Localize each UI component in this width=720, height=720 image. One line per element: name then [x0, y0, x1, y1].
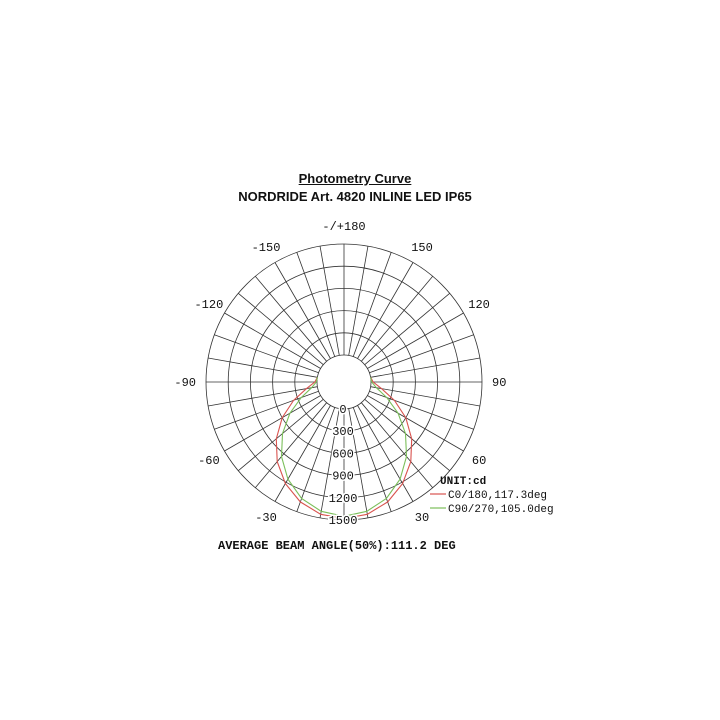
radial-tick-label: 1500	[328, 514, 358, 528]
radial-line	[208, 387, 317, 406]
radial-line	[320, 246, 339, 355]
radial-line	[371, 387, 480, 406]
radial-line	[208, 358, 317, 377]
radial-tick-label: 300	[332, 425, 354, 440]
grid-circle	[317, 355, 371, 409]
angle-label: 120	[468, 298, 490, 312]
radial-line	[361, 403, 432, 488]
chart-title: Photometry Curve	[298, 171, 412, 186]
angle-label: -30	[255, 511, 277, 526]
radial-line	[365, 399, 450, 470]
radial-line	[214, 391, 318, 429]
angle-label: 150	[411, 240, 433, 255]
angle-label: -60	[198, 454, 220, 468]
angle-label: -90	[174, 376, 196, 390]
radial-line	[353, 407, 391, 511]
radial-line	[214, 335, 318, 373]
radial-line	[371, 358, 480, 377]
radial-line	[297, 252, 335, 356]
angle-label: 90	[492, 376, 507, 390]
radial-tick-label: 600	[332, 447, 354, 462]
angle-label: -/+180	[322, 220, 366, 234]
legend-label: C90/270,105.0deg	[448, 504, 554, 516]
legend	[430, 476, 554, 516]
beam-angle-footer: AVERAGE BEAM ANGLE(50%):111.2 DEG	[218, 539, 456, 553]
radial-line	[255, 276, 326, 361]
radial-line	[255, 403, 326, 488]
radial-line	[361, 276, 432, 361]
angle-label: -150	[251, 240, 281, 255]
angle-label: -120	[194, 298, 224, 312]
radial-tick-label: 1200	[328, 491, 358, 506]
radial-line	[349, 246, 368, 355]
chart-subtitle: NORDRIDE Art. 4820 INLINE LED IP65	[238, 189, 472, 204]
radial-tick-label: 900	[332, 469, 354, 484]
unit-label: UNIT:cd	[440, 476, 487, 488]
angle-label: 60	[471, 454, 487, 468]
radial-line	[238, 293, 323, 364]
radial-tick-label: 0	[339, 403, 347, 417]
legend-label: C0/180,117.3deg	[448, 490, 548, 502]
radial-line	[369, 391, 473, 429]
radial-line	[365, 293, 450, 364]
radial-line	[369, 335, 473, 373]
angle-label: 30	[414, 511, 430, 526]
radial-line	[238, 399, 323, 470]
radial-line	[353, 252, 391, 356]
